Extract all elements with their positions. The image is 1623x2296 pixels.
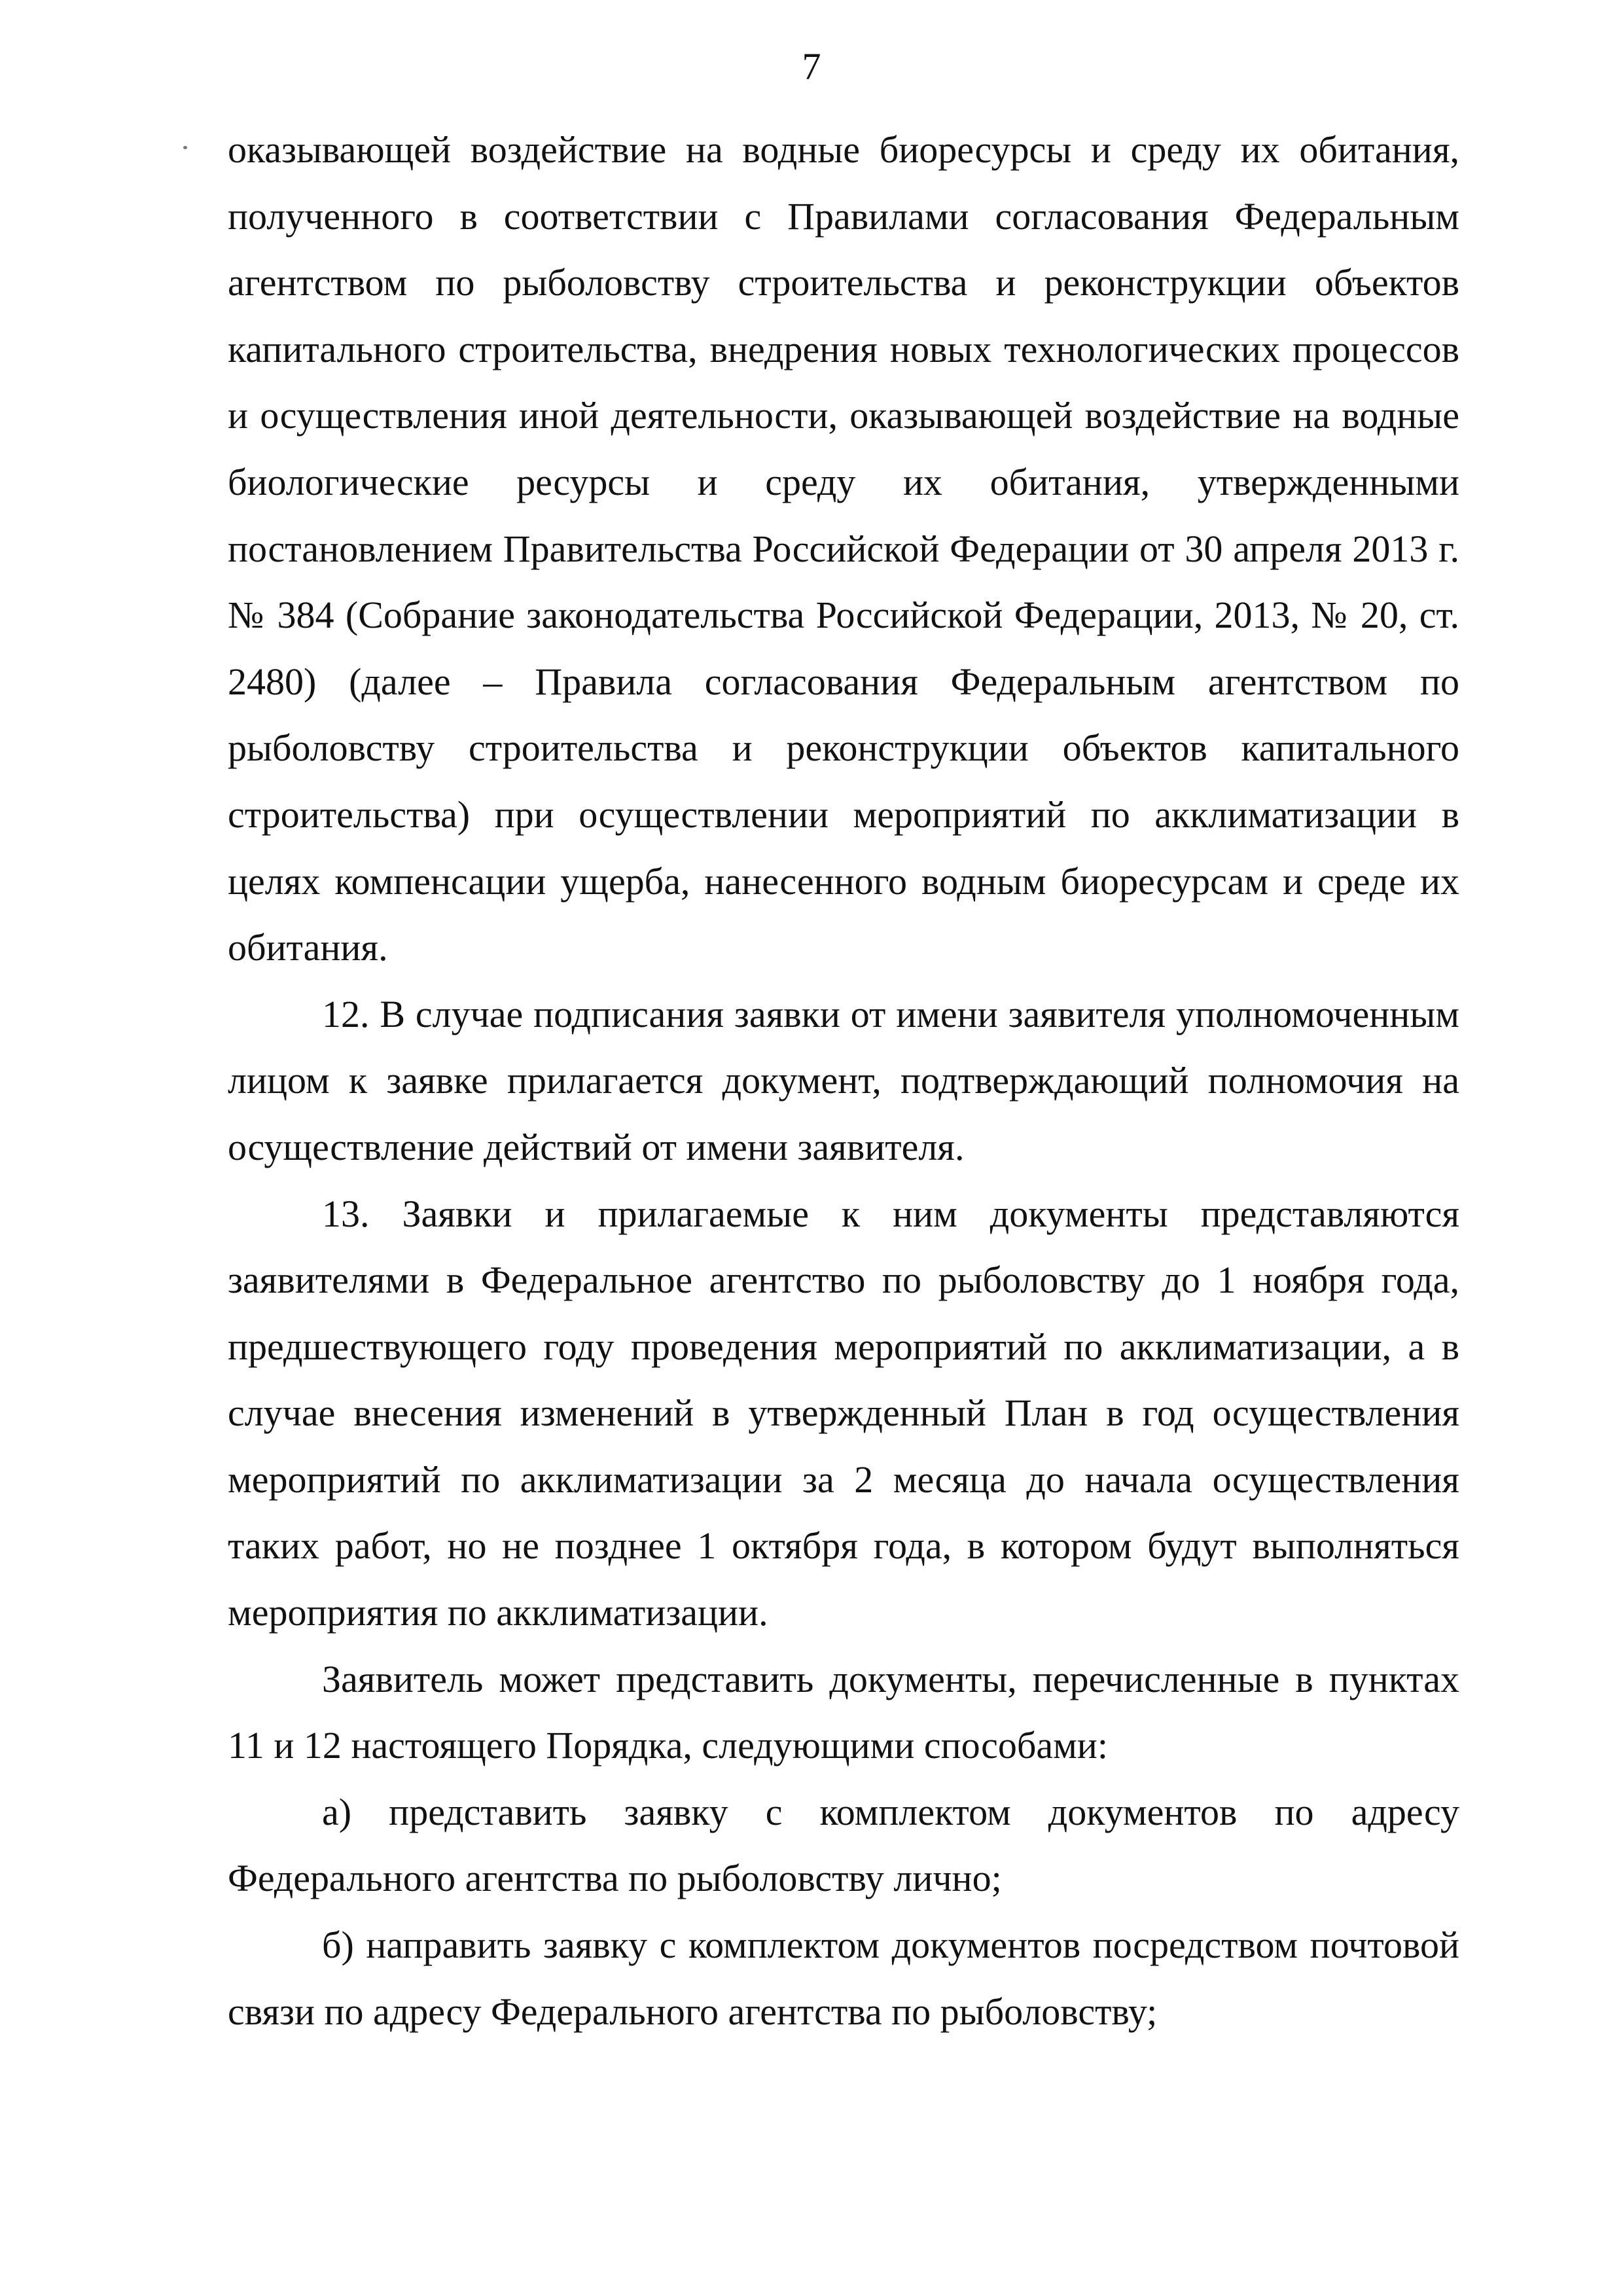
page-number: 7 — [802, 45, 821, 88]
list-item-a: а) представить заявку с комплектом документов по адресу Федерального агентства по рыболовству лично; — [228, 1790, 1459, 1900]
document-body — [228, 117, 1459, 2045]
paragraph-continuation: оказывающей воздействие на водные биоресурсы и среду их обитания, полученного в соответствии с Правилами согласования Федеральным агентством по рыболовству строительства и реконструкции объектов капитального строительства, внедрения новых технологических процессов и осуществления иной деятельности, оказывающей воздействие на водные биологические ресурсы и среду их обитания, утвержденными постановлением Правительства Российской Федерации от 30 апреля 2013 г. № 384 (Собрание законодательства Российской Федерации, 2013, № 20, ст. 2480) (далее – Правила согласования Федеральным агентством по рыболовству строительства и реконструкции объектов капитального строительства) при осуществлении мероприятий по акклиматизации в целях компенсации ущерба, нанесенного водным биоресурсам и среде их обитания. — [228, 128, 1459, 969]
paragraph-item-13: 13. Заявки и прилагаемые к ним документы представляются заявителями в Федеральное агентство по рыболовству до 1 ноября года, предшествующего году проведения мероприятий по акклиматизации, а в случае внесения изменений в утвержденный План в год осуществления мероприятий по акклиматизации за 2 месяца до начала осуществления таких работ, но не позднее 1 октября года, в котором будут выполняться мероприятия по акклиматизации. — [228, 1192, 1459, 1634]
list-item-b: б) направить заявку с комплектом документов посредством почтовой связи по адресу Федерального агентства по рыболовству; — [228, 1924, 1459, 2033]
scan-artifact-dot — [183, 146, 187, 149]
paragraph-item-12: 12. В случае подписания заявки от имени заявителя уполномоченным лицом к заявке прилагается документ, подтверждающий полномочия на осуществление действий от имени заявителя. — [228, 992, 1459, 1168]
paragraph-submission-methods: Заявитель может представить документы, перечисленные в пунктах 11 и 12 настоящего Порядка, следующими способами: — [228, 1657, 1459, 1767]
